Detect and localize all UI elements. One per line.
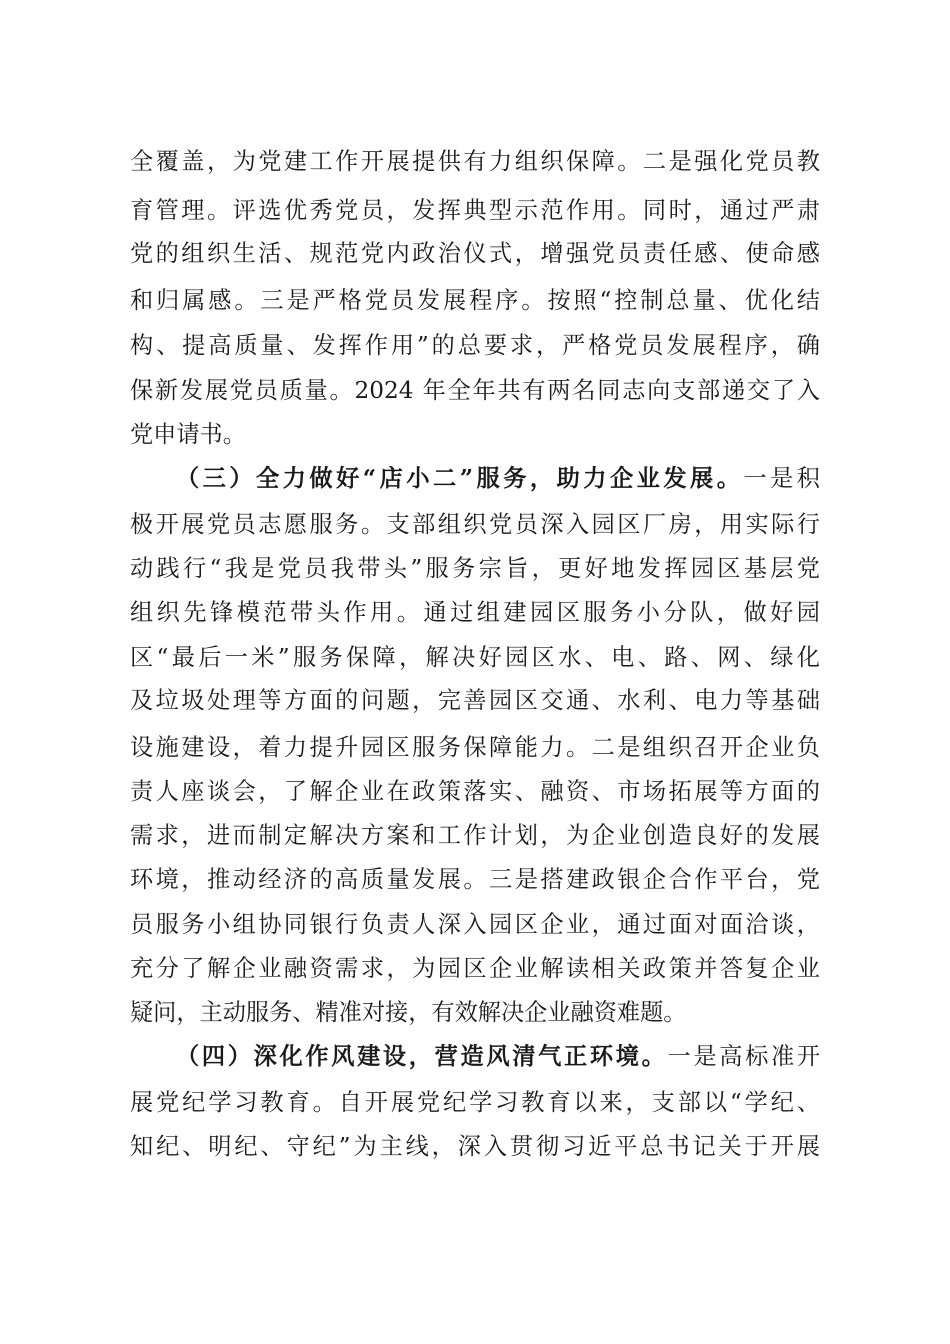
body-line: 展党纪学习教育。自开展党纪学习教育以来，支部以“学纪、 bbox=[130, 1089, 820, 1116]
body-line: 党的组织生活、规范党内政治仪式，增强党员责任感、使命感 bbox=[130, 240, 820, 267]
body-line: 疑问，主动服务、精准对接，有效解决企业融资难题。 bbox=[130, 999, 687, 1026]
body-text: 一是高标准开 bbox=[667, 1043, 821, 1070]
section-heading-line bbox=[176, 464, 820, 494]
body-line: 构、提高质量、发挥作用”的总要求，严格党员发展程序，确 bbox=[130, 332, 820, 359]
body-line: 责人座谈会，了解企业在政策落实、融资、市场拓展等方面的 bbox=[130, 778, 820, 805]
body-line: 育管理。评选优秀党员，发挥典型示范作用。同时，通过严肃 bbox=[130, 197, 820, 224]
body-line: 员服务小组协同银行负责人深入园区企业，通过面对面洽谈， bbox=[130, 911, 820, 938]
body-line: 区“最后一米”服务保障，解决好园区水、电、路、网、绿化 bbox=[130, 644, 820, 671]
body-line: 设施建设，着力提升园区服务保障能力。二是组织召开企业负 bbox=[130, 734, 820, 761]
body-line: 保新发展党员质量。2024 年全年共有两名同志向支部递交了入 bbox=[130, 377, 820, 404]
body-line: 和归属感。三是严格党员发展程序。按照“控制总量、优化结 bbox=[130, 287, 820, 314]
body-line: 需求，进而制定解决方案和工作计划，为企业创造良好的发展 bbox=[130, 822, 820, 849]
body-line: 组织先锋模范带头作用。通过组建园区服务小分队，做好园 bbox=[130, 599, 820, 626]
body-line: 及垃圾处理等方面的问题，完善园区交通、水利、电力等基础 bbox=[130, 687, 820, 714]
body-line: 党申请书。 bbox=[130, 421, 246, 448]
body-text: 一是积 bbox=[743, 465, 820, 492]
body-line: 知纪、明纪、守纪”为主线，深入贯彻习近平总书记关于开展 bbox=[130, 1133, 820, 1160]
body-line: 环境，推动经济的高质量发展。三是搭建政银企合作平台，党 bbox=[130, 866, 820, 893]
body-line: 全覆盖，为党建工作开展提供有力组织保障。二是强化党员教 bbox=[130, 148, 820, 175]
body-line: 极开展党员志愿服务。支部组织党员深入园区厂房，用实际行 bbox=[130, 511, 820, 538]
body-line: 充分了解企业融资需求，为园区企业解读相关政策并答复企业 bbox=[130, 955, 820, 982]
section-heading-4: （四）深化作风建设，营造风清气正环境。 bbox=[176, 1043, 668, 1070]
section-heading-line bbox=[176, 1042, 820, 1072]
section-heading-3: （三）全力做好“店小二”服务，助力企业发展。 bbox=[176, 465, 744, 492]
body-line: 动践行“我是党员我带头”服务宗旨，更好地发挥园区基层党 bbox=[130, 555, 820, 582]
